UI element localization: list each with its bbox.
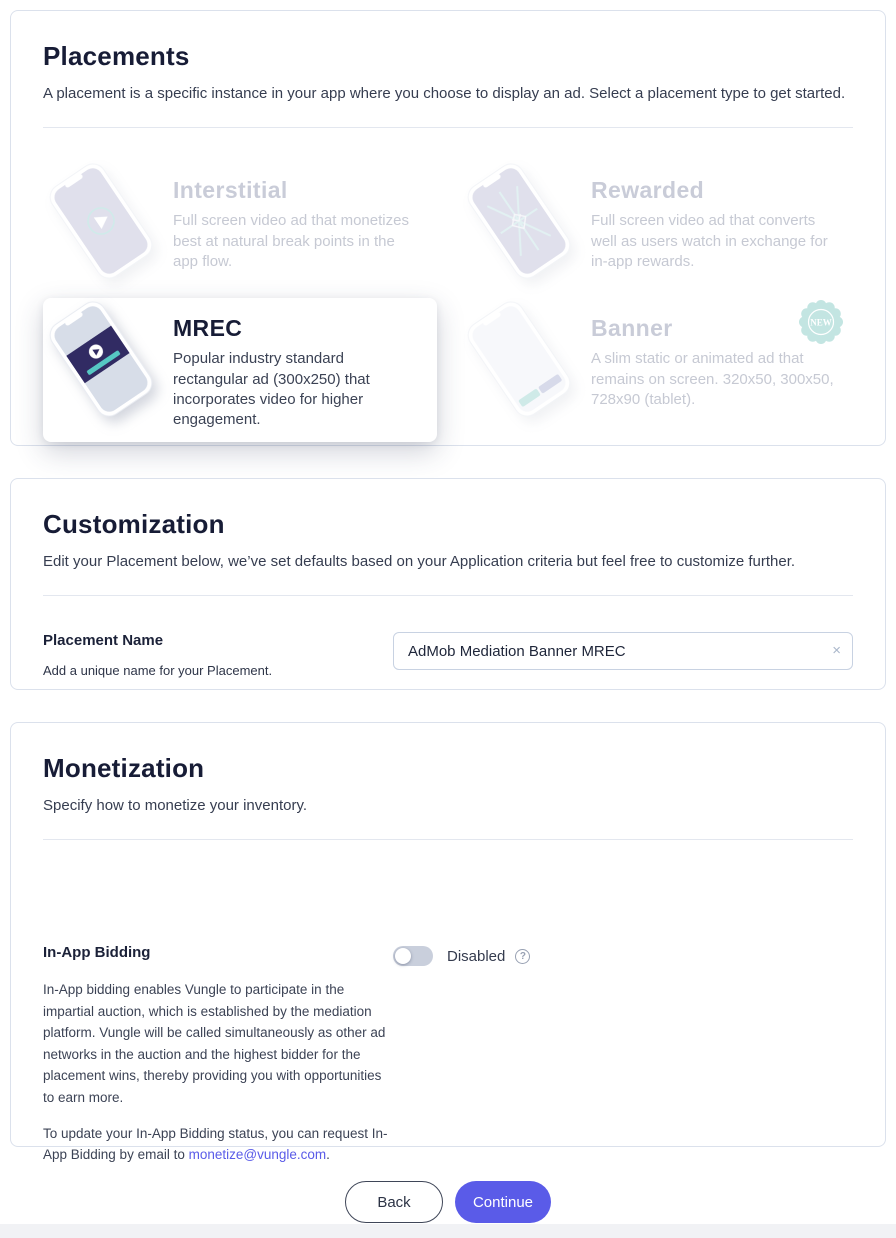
rewarded-phone-icon bbox=[475, 172, 583, 272]
toggle-knob bbox=[395, 948, 411, 964]
banner-title: Banner bbox=[591, 315, 673, 342]
monetization-subtitle: Specify how to monetize your inventory. bbox=[43, 797, 308, 814]
placements-title: Placements bbox=[43, 41, 190, 71]
monetization-card bbox=[10, 722, 886, 1163]
monetize-email-link[interactable]: monetize@vungle.com bbox=[188, 1147, 327, 1163]
placement-name-input-wrap bbox=[393, 632, 853, 670]
monetization-title: Monetization bbox=[43, 753, 205, 783]
help-icon[interactable]: ? bbox=[515, 949, 530, 964]
clear-input-icon[interactable]: × bbox=[832, 642, 841, 659]
mrec-title: MREC bbox=[173, 315, 243, 342]
placement-name-help: Add a unique name for your Placement. bbox=[43, 663, 273, 678]
placement-type-mrec[interactable] bbox=[43, 298, 437, 442]
placement-type-rewarded[interactable] bbox=[461, 160, 855, 284]
banner-phone-icon bbox=[475, 310, 583, 410]
customization-card bbox=[10, 478, 886, 690]
rewarded-description: Full screen video ad that converts well as users watch in exchange for in-app rewards. bbox=[591, 212, 828, 270]
page-bottom-strip bbox=[0, 1224, 896, 1238]
in-app-bidding-label: In-App Bidding bbox=[43, 944, 151, 961]
placement-name-row bbox=[43, 632, 853, 678]
divider bbox=[43, 127, 853, 128]
banner-description: A slim static or animated ad that remains on screen. 320x50, 300x50, 728x90 (tablet). bbox=[591, 350, 834, 408]
placements-subtitle: A placement is a specific instance in your app where you choose to display an ad. Select a placement type to get started. bbox=[43, 85, 846, 102]
rewarded-title: Rewarded bbox=[591, 177, 705, 203]
interstitial-description: Full screen video ad that monetizes best at natural break points in the app flow. bbox=[173, 212, 409, 270]
interstitial-title: Interstitial bbox=[173, 177, 288, 203]
in-app-bidding-description: In-App bidding enables Vungle to participate in the impartial auction, which is established by the mediation platform. Vungle will be called simultaneously as other ad networks in the auction and the highest bidder for the placement wins, thereby providing you with opportunities to earn more. bbox=[43, 982, 386, 1105]
placements-card bbox=[10, 10, 886, 446]
customization-subtitle: Edit your Placement below, we’ve set defaults based on your Application criteria but feel free to customize further. bbox=[43, 553, 796, 570]
continue-button[interactable]: Continue bbox=[455, 1181, 551, 1223]
svg-text:NEW: NEW bbox=[810, 317, 832, 328]
placement-type-banner[interactable] bbox=[461, 298, 855, 442]
mrec-description: Popular industry standard rectangular ad (300x250) that incorporates video for higher engagement. bbox=[173, 350, 370, 429]
divider bbox=[43, 595, 853, 596]
divider bbox=[43, 839, 853, 840]
placement-type-grid bbox=[43, 160, 853, 442]
new-badge bbox=[799, 300, 843, 344]
back-button[interactable]: Back bbox=[345, 1181, 443, 1223]
in-app-bidding-toggle[interactable] bbox=[393, 946, 433, 966]
interstitial-phone-icon bbox=[57, 172, 165, 272]
placement-name-input[interactable] bbox=[393, 632, 853, 670]
in-app-bidding-contact: To update your In-App Bidding status, you can request In-App Bidding by email to monetize@vungle.com. bbox=[43, 1125, 388, 1163]
in-app-bidding-row bbox=[43, 944, 853, 1166]
footer-actions bbox=[0, 1181, 896, 1223]
customization-title: Customization bbox=[43, 509, 225, 539]
in-app-bidding-status: Disabled bbox=[447, 947, 506, 965]
placement-name-label: Placement Name bbox=[43, 632, 164, 649]
placement-type-interstitial[interactable] bbox=[43, 160, 437, 284]
mrec-phone-icon bbox=[57, 310, 165, 410]
